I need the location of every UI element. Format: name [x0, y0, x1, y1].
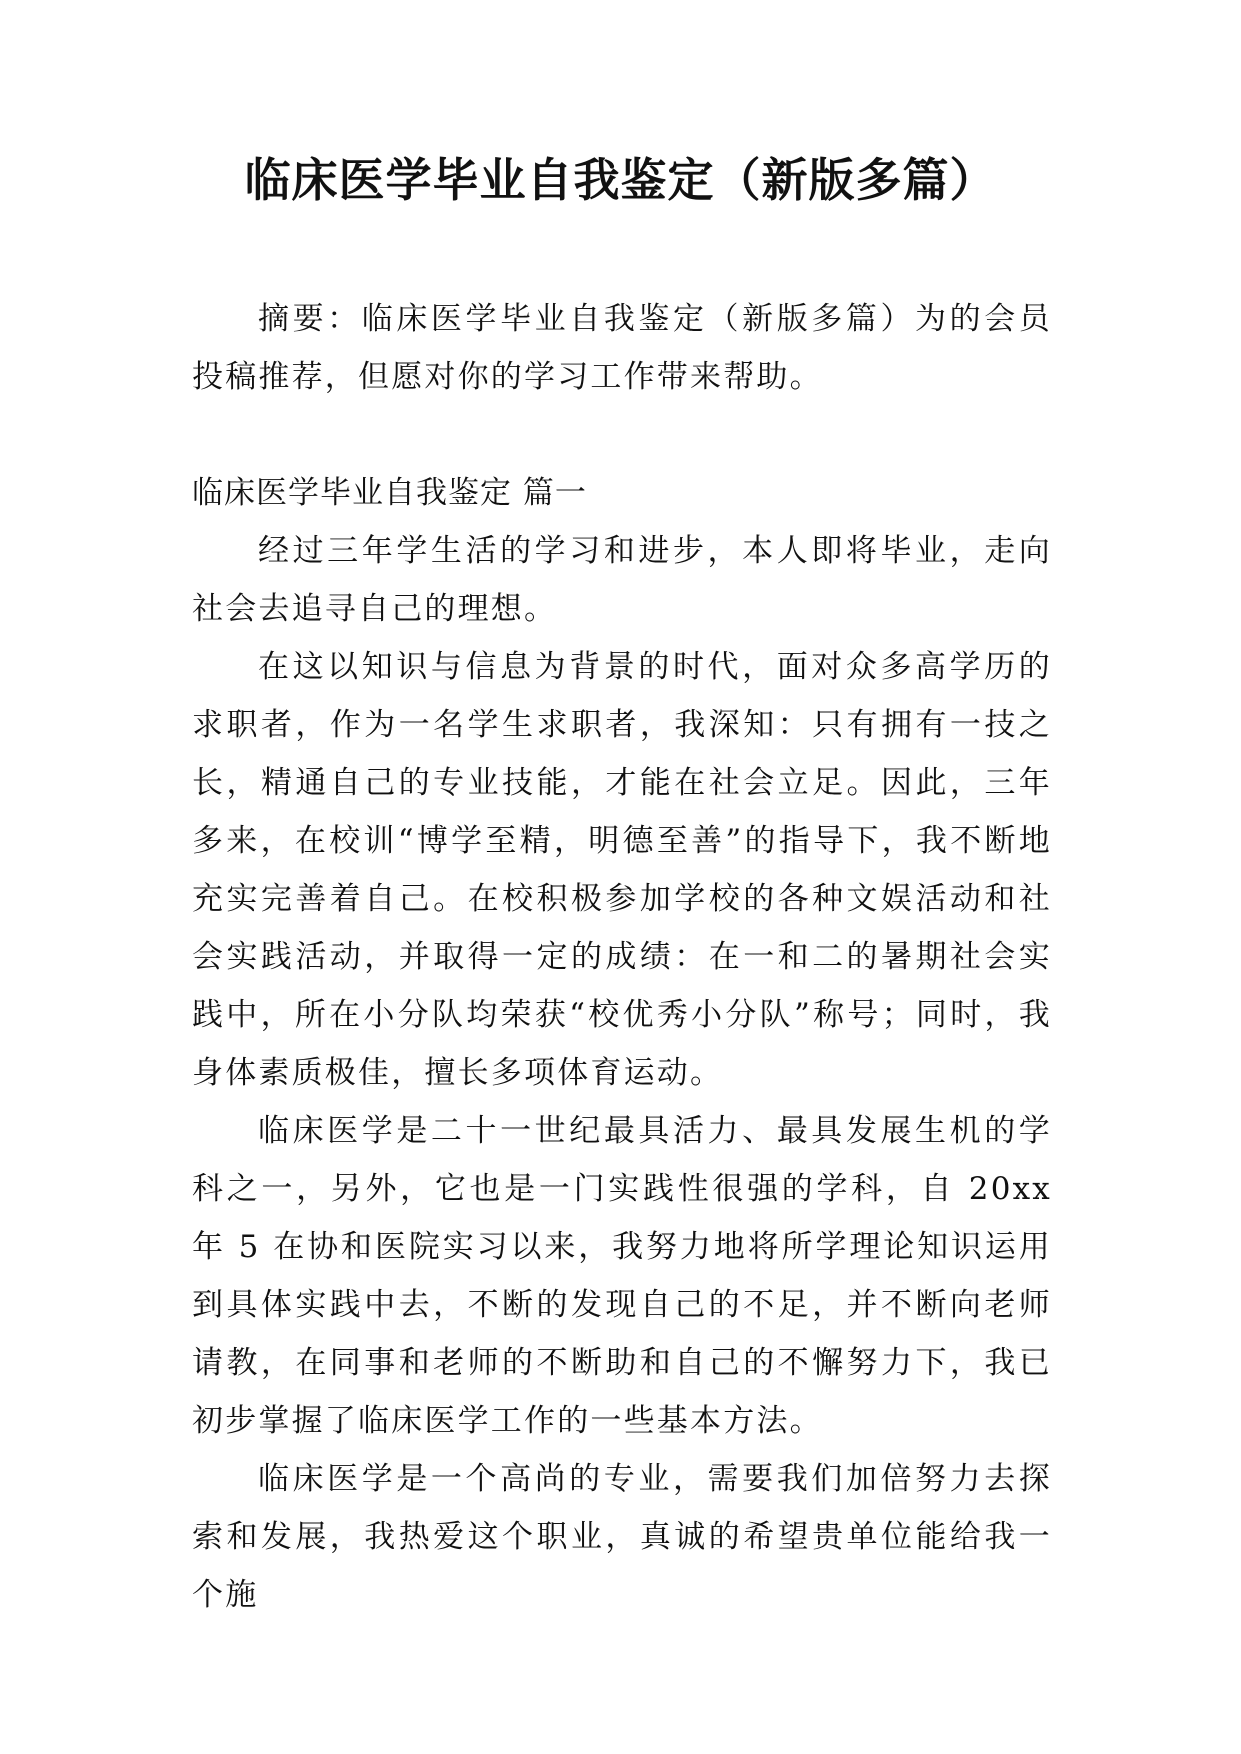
section-heading: 临床医学毕业自我鉴定 篇一 — [192, 475, 587, 511]
body-paragraph-3: 临床医学是二十一世纪最具活力、最具发展生机的学科之一，另外，它也是一门实践性很强的学科，自 20xx 年 5 在协和医院实习以来，我努力地将所学理论知识运用到具体实践中去，不断的发现自己的不足，并不断向老师请教，在同事和老师的不断助和自己的不懈努力下，我已初步掌握了临床医学工作的一些基本方法。 — [192, 1113, 1052, 1439]
body-paragraph-4: 临床医学是一个高尚的专业，需要我们加倍努力去探索和发展，我热爱这个职业，真诚的希望贵单位能给我一个施 — [192, 1461, 1052, 1613]
body-paragraph-1: 经过三年学生活的学习和进步，本人即将毕业，走向社会去追寻自己的理想。 — [192, 533, 1052, 627]
body-paragraph-2: 在这以知识与信息为背景的时代，面对众多高学历的求职者，作为一名学生求职者，我深知：只有拥有一技之长，精通自己的专业技能，才能在社会立足。因此，三年多来，在校训“博学至精，明德至善”的指导下，我不断地充实完善着自己。在校积极参加学校的各种文娱活动和社会实践活动，并取得一定的成绩：在一和二的暑期社会实践中，所在小分队均荣获“校优秀小分队”称号；同时，我身体素质极佳，擅长多项体育运动。 — [192, 649, 1052, 1091]
document-body — [192, 290, 1052, 1624]
document-title: 临床医学毕业自我鉴定（新版多篇） — [244, 153, 997, 207]
abstract-paragraph: 摘要：临床医学毕业自我鉴定（新版多篇）为的会员投稿推荐，但愿对你的学习工作带来帮助。 — [192, 301, 1052, 395]
